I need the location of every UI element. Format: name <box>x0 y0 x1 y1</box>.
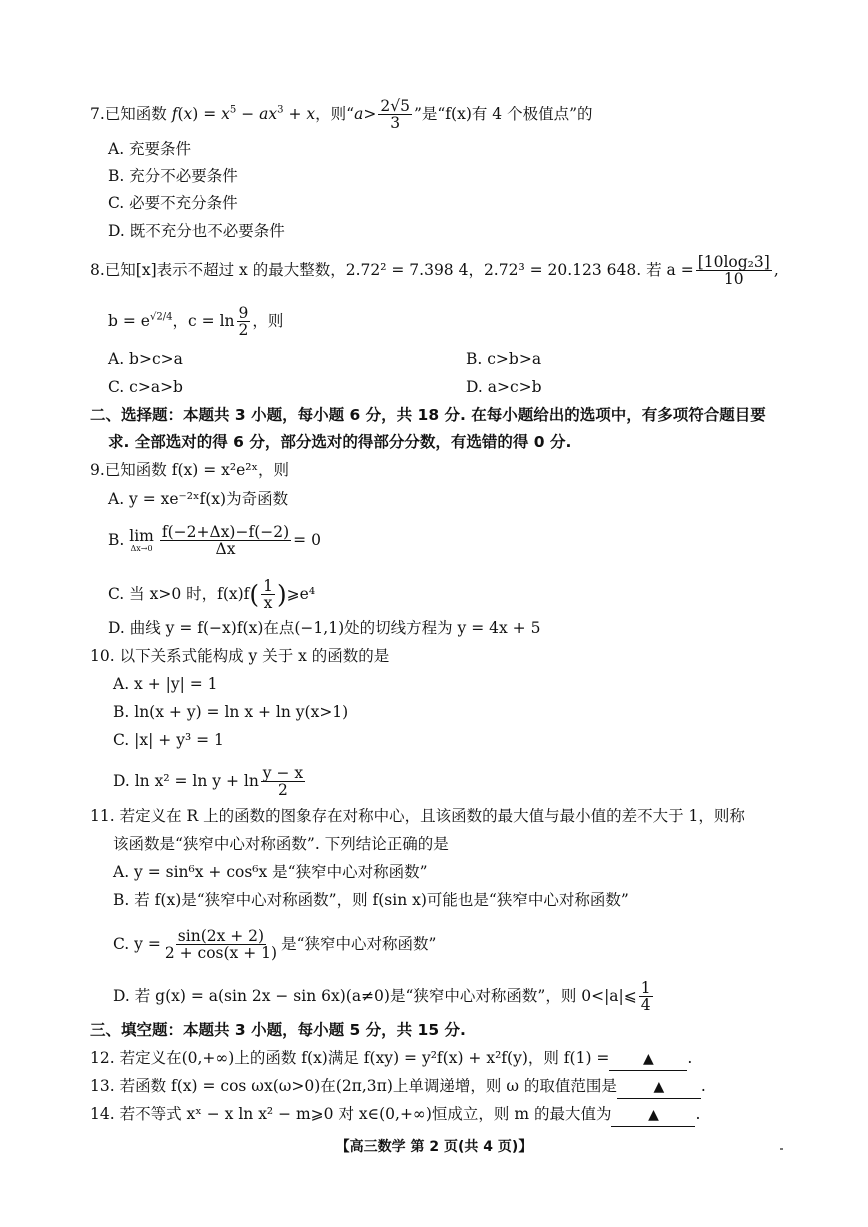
section2-heading: 二、选择题：本题共 3 小题，每小题 6 分，共 18 分. 在每小题给出的选项中，有多项符合题目要 <box>90 406 766 424</box>
q11-option-c: C. y = $\frac{\sin(2x + 2)}{2 + \cos(x + 1)}$ 是“狭窄中心对称函数” <box>113 927 437 963</box>
q7-option-c: C. 必要不充分条件 <box>108 194 238 212</box>
q9-option-b: B. lim Δx→0 $\frac{f(-2+\Delta x)-f(-2)}{\Delta x}$ = 0 <box>108 523 321 559</box>
q11-option-d: D. 若 g(x) = a(sin 2x − sin 6x)(a≠0)是“狭窄中心对称函数”，则 0<|a|⩽ $\frac{1}{4}$ <box>113 979 651 1015</box>
q9-limit: lim Δx→0 <box>129 527 154 553</box>
q7-option-d: D. 既不充分也不必要条件 <box>108 222 285 240</box>
q8-option-c: C. c>a>b <box>108 378 183 396</box>
section3-heading: 三、填空题：本题共 3 小题，每小题 5 分，共 15 分. <box>90 1021 466 1039</box>
q8-option-a: A. b>c>a <box>108 350 183 368</box>
q8-stem: 8.已知[x]表示不超过 x 的最大整数，2.72² = 7.398 4，2.72³ = 20.123 648. 若 a = $\frac{\text{[10log₂3]}}{10}$ , <box>90 253 779 289</box>
q11-c-fraction: $\frac{\sin(2x + 2)}{2 + \cos(x + 1)}$ <box>164 927 278 963</box>
q9-c-fraction: $\frac{1}{x}$ <box>263 577 273 613</box>
q10-d-fraction: $\frac{y - x}{2}$ <box>262 764 304 800</box>
q10-option-c: C. |x| + y³ = 1 <box>113 731 224 749</box>
q7-option-a: A. 充要条件 <box>108 140 192 158</box>
q12-stem: 12. 若定义在(0,+∞)上的函数 f(x)满足 f(xy) = y²f(x) + x²f(y)，则 f(1) = ▲ . <box>90 1047 868 1071</box>
q9-option-a: A. y = xe⁻²ˣf(x)为奇函数 <box>108 490 289 508</box>
q9-option-c: C. 当 x>0 时，f(x)f( $\frac{1}{x}$ )⩾e⁴ <box>108 577 316 613</box>
section2-heading-cont: 求. 全部选对的得 6 分，部分选对的得部分分数，有选错的得 0 分. <box>108 433 572 451</box>
q7-stem: 7.已知函数 $f(x) = x^5 - ax^3 + x$，则“a> $\frac{2√5}{3}$ ”是“f(x)有 4 个极值点”的 <box>90 97 593 133</box>
q8-option-b: B. c>b>a <box>466 350 542 368</box>
q14-answer-blank[interactable]: ▲ <box>611 1104 695 1127</box>
q10-option-b: B. ln(x + y) = ln x + ln y(x>1) <box>113 703 349 721</box>
q10-option-d: D. ln x² = ln y + ln $\frac{y - x}{2}$ <box>113 764 304 800</box>
page-footer: 【高三数学 第 2 页(共 4 页)】 <box>335 1139 533 1155</box>
q8-line2: $b = e^{√2/4}$，c = ln $\frac{9}{2}$ ，则 <box>108 304 284 340</box>
q11-option-b: B. 若 f(x)是“狭窄中心对称函数”，则 f(sin x)可能也是“狭窄中心对称函数” <box>113 891 629 909</box>
q8-a-fraction: $\frac{\text{[10log₂3]}}{10}$ <box>697 253 770 289</box>
q8-c-fraction: $\frac{9}{2}$ <box>238 304 249 340</box>
q11-d-fraction: $\frac{1}{4}$ <box>640 979 651 1015</box>
q8-option-d: D. a>c>b <box>466 378 542 396</box>
q10-stem: 10. 以下关系式能构成 y 关于 x 的函数的是 <box>90 647 390 665</box>
q13-stem: 13. 若函数 f(x) = cos ωx(ω>0)在(2π,3π)上单调递增，则 ω 的取值范围是 ▲ . <box>90 1075 868 1099</box>
q9-option-d: D. 曲线 y = f(−x)f(x)在点(−1,1)处的切线方程为 y = 4x + 5 <box>108 619 541 637</box>
q13-answer-blank[interactable]: ▲ <box>617 1076 701 1099</box>
q11-stem: 11. 若定义在 R 上的函数的图象存在对称中心，且该函数的最大值与最小值的差不大于 1，则称 <box>90 807 745 825</box>
scan-speck <box>780 1148 783 1150</box>
q12-answer-blank[interactable]: ▲ <box>609 1048 687 1071</box>
q9-b-fraction: $\frac{f(-2+\Delta x)-f(-2)}{\Delta x}$ <box>161 523 290 559</box>
q9-stem: 9.已知函数 f(x) = x²e²ˣ，则 <box>90 461 290 479</box>
q11-stem-cont: 该函数是“狭窄中心对称函数”. 下列结论正确的是 <box>113 835 449 853</box>
q10-option-a: A. x + |y| = 1 <box>113 675 218 693</box>
q7-option-b: B. 充分不必要条件 <box>108 167 238 185</box>
q11-option-a: A. y = sin⁶x + cos⁶x 是“狭窄中心对称函数” <box>113 863 428 881</box>
q14-stem: 14. 若不等式 xˣ − x ln x² − m⩾0 对 x∈(0,+∞)恒成立，则 m 的最大值为 ▲ . <box>90 1103 868 1127</box>
q7-fraction: $\frac{2√5}{3}$ <box>380 97 410 133</box>
